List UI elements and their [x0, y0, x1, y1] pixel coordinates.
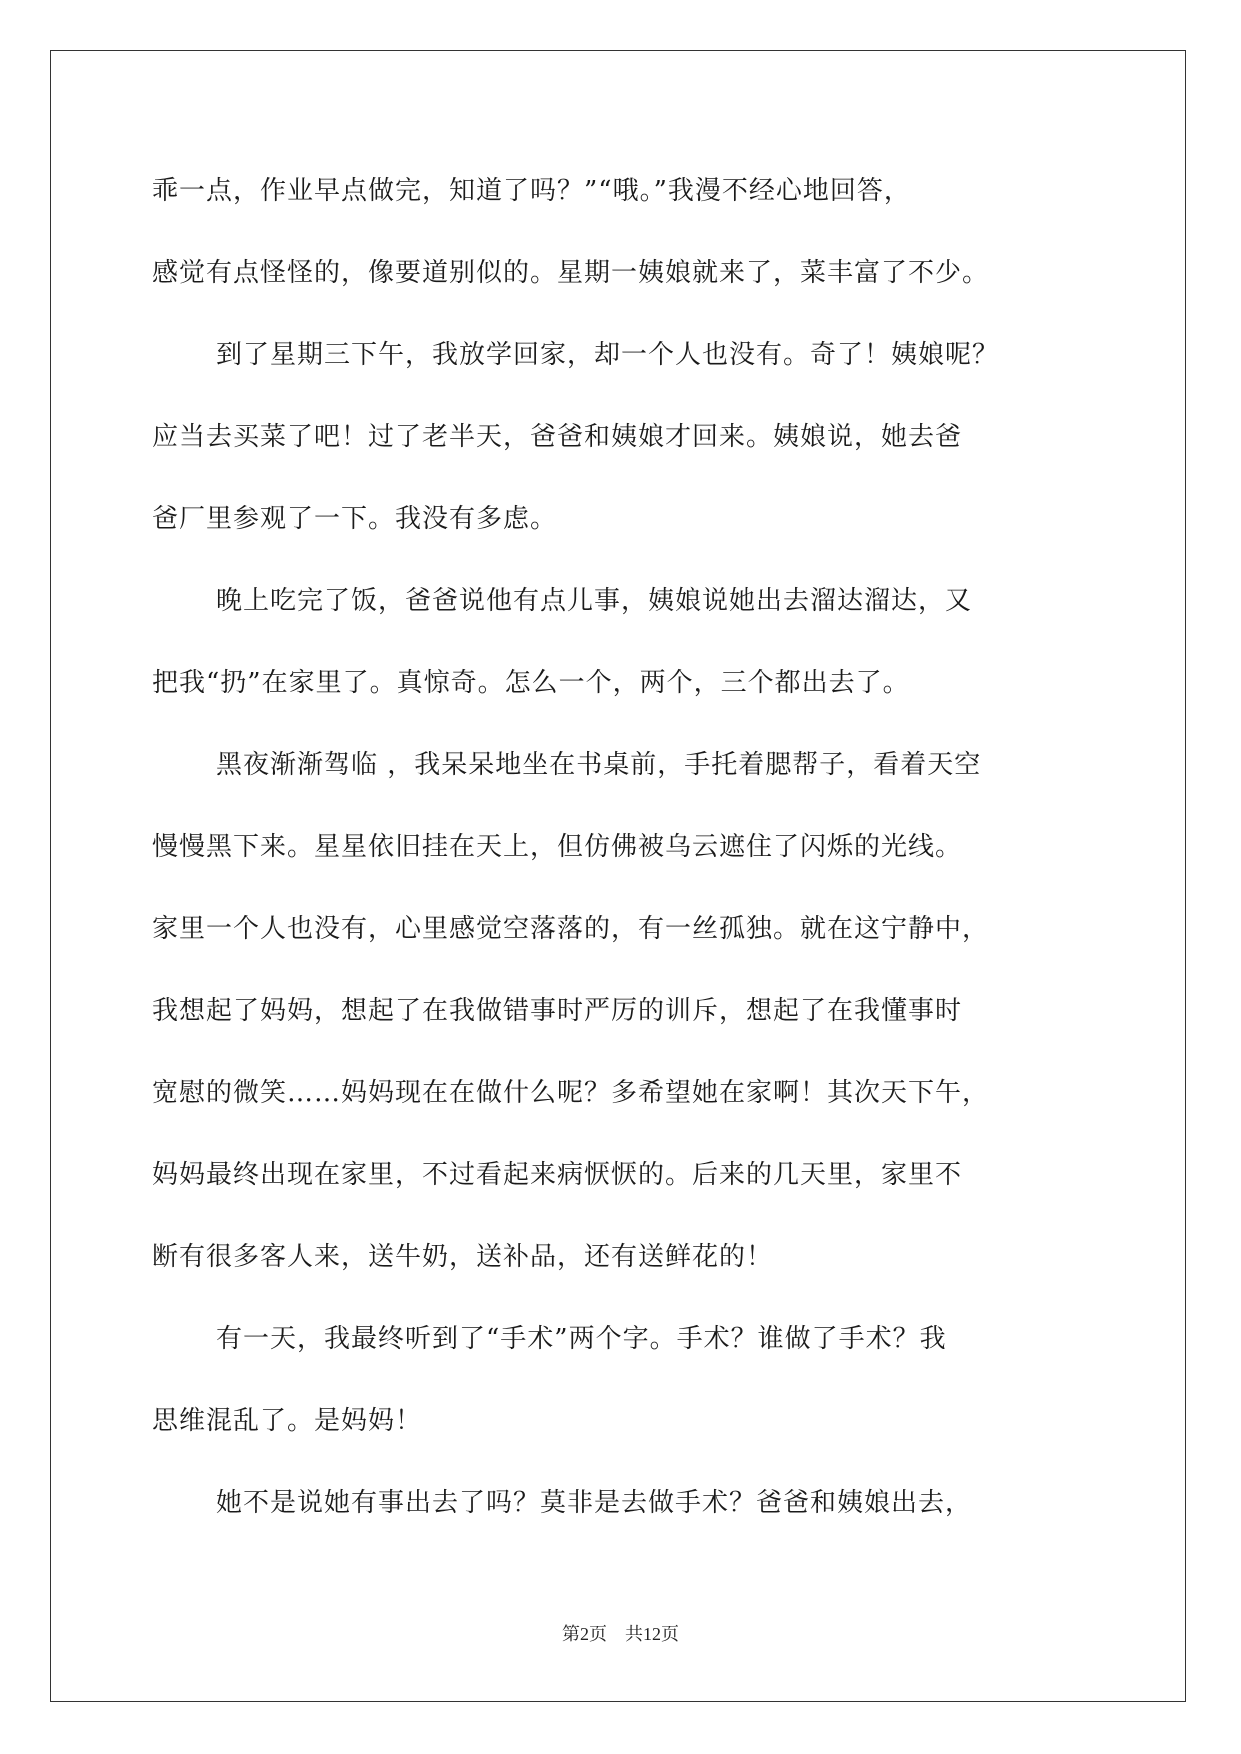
text-line: 我想起了妈妈，想起了在我做错事时严厉的训斥，想起了在我懂事时: [152, 996, 963, 1026]
paragraph-start-line: 有一天，我最终听到了“手术”两个字。手术？谁做了手术？我: [216, 1324, 947, 1354]
text-line: 应当去买菜了吧！过了老半天，爸爸和姨娘才回来。姨娘说，她去爸: [152, 422, 963, 452]
paragraph-start-line: 晚上吃完了饭，爸爸说他有点儿事，姨娘说她出去溜达溜达，又: [216, 586, 973, 616]
text-line: 家里一个人也没有，心里感觉空落落的，有一丝孤独。就在这宁静中，: [152, 914, 990, 944]
page-number: 第2页: [562, 1624, 607, 1644]
text-line: 慢慢黑下来。星星依旧挂在天上，但仿佛被乌云遮住了闪烁的光线。: [152, 832, 963, 862]
text-line: 思维混乱了。是妈妈！: [152, 1406, 423, 1436]
text-line: 爸厂里参观了一下。我没有多虑。: [152, 504, 558, 534]
paragraph-start-line: 黑夜渐渐驾临 ，我呆呆地坐在书桌前，手托着腮帮子，看着天空: [216, 750, 982, 780]
paragraph-start-line: 她不是说她有事出去了吗？莫非是去做手术？爸爸和姨娘出去，: [216, 1488, 973, 1518]
text-line: 感觉有点怪怪的，像要道别似的。星期一姨娘就来了，菜丰富了不少。: [152, 258, 990, 288]
text-line: 把我“扔”在家里了。真惊奇。怎么一个，两个，三个都出去了。: [152, 668, 910, 698]
text-line: 断有很多客人来，送牛奶，送补品，还有送鲜花的！: [152, 1242, 774, 1272]
document-body: [152, 156, 1112, 1550]
text-line: 乖一点，作业早点做完，知道了吗？”“哦。”我漫不经心地回答，: [152, 176, 911, 206]
page-footer: [0, 1620, 1241, 1646]
page-total: 共12页: [625, 1624, 679, 1644]
paragraph-start-line: 到了星期三下午，我放学回家，却一个人也没有。奇了！姨娘呢？: [216, 340, 1000, 370]
text-line: 妈妈最终出现在家里，不过看起来病恹恹的。后来的几天里，家里不: [152, 1160, 963, 1190]
text-line: 宽慰的微笑……妈妈现在在做什么呢？多希望她在家啊！其次天下午，: [152, 1078, 990, 1108]
